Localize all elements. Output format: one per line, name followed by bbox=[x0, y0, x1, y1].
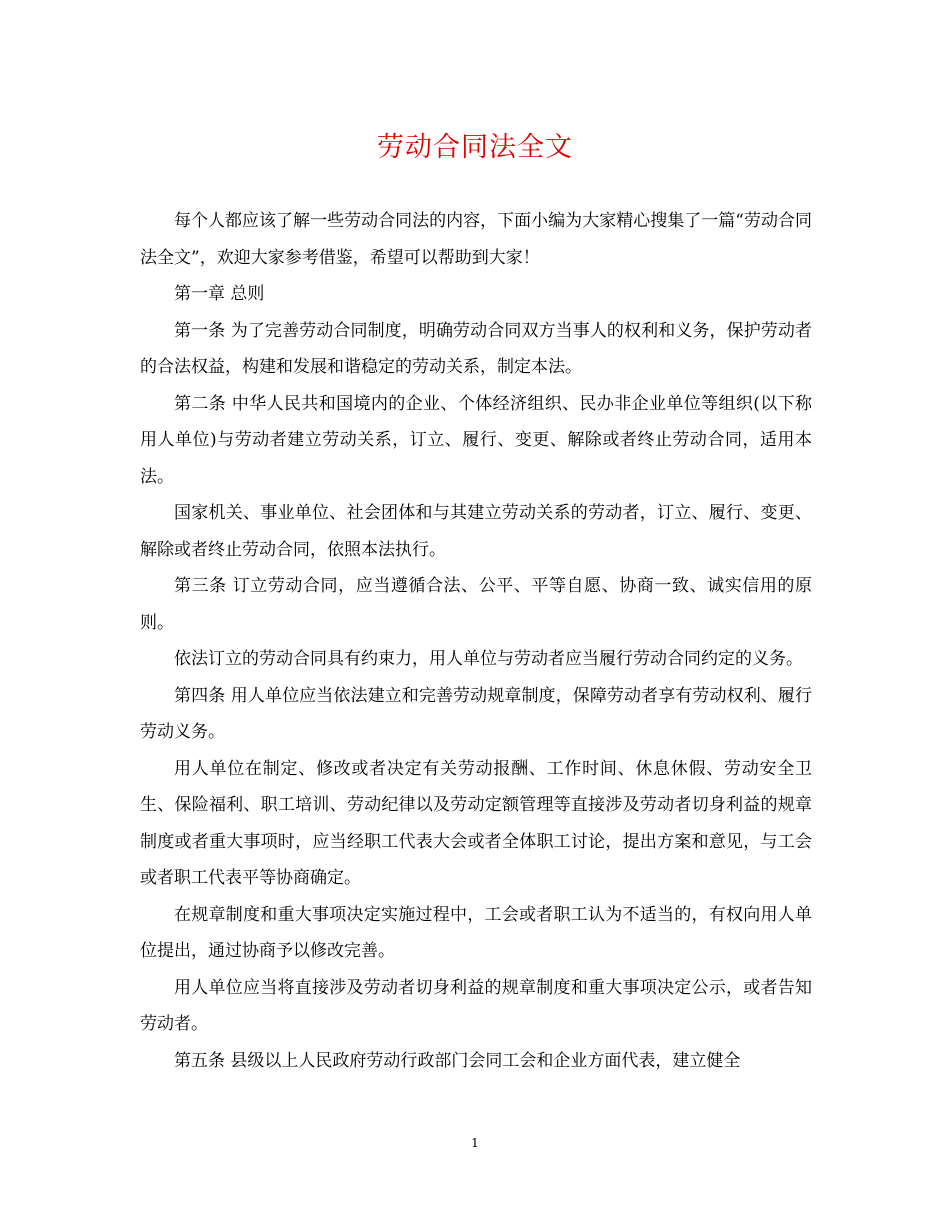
paragraph-article-1: 第一条 为了完善劳动合同制度，明确劳动合同双方当事人的权利和义务，保护劳动者的合法权益，构建和发展和谐稳定的劳动关系，制定本法。 bbox=[140, 320, 812, 377]
paragraph-article-4-cont-3: 用人单位应当将直接涉及劳动者切身利益的规章制度和重大事项决定公示，或者告知劳动者。 bbox=[140, 977, 812, 1034]
paragraph-article-5: 第五条 县级以上人民政府劳动行政部门会同工会和企业方面代表，建立健全 bbox=[174, 1050, 741, 1071]
document-body bbox=[140, 203, 812, 1079]
paragraph-article-2-cont: 国家机关、事业单位、社会团体和与其建立劳动关系的劳动者，订立、履行、变更、解除或者终止劳动合同，依照本法执行。 bbox=[140, 503, 812, 560]
paragraph-article-3: 第三条 订立劳动合同，应当遵循合法、公平、平等自愿、协商一致、诚实信用的原则。 bbox=[140, 576, 812, 633]
paragraph-article-3-cont: 依法订立的劳动合同具有约束力，用人单位与劳动者应当履行劳动合同约定的义务。 bbox=[174, 649, 803, 669]
paragraph-article-4-cont-1: 用人单位在制定、修改或者决定有关劳动报酬、工作时间、休息休假、劳动安全卫生、保险福利、职工培训、劳动纪律以及劳动定额管理等直接涉及劳动者切身利益的规章制度或者重大事项时，应当经职工代表大会或者全体职工讨论，提出方案和意见，与工会或者职工代表平等协商确定。 bbox=[140, 758, 812, 888]
paragraph-article-4-cont-2: 在规章制度和重大事项决定实施过程中，工会或者职工认为不适当的，有权向用人单位提出，通过协商予以修改完善。 bbox=[140, 904, 812, 961]
page-number: 1 bbox=[471, 1136, 479, 1150]
paragraph-article-4: 第四条 用人单位应当依法建立和完善劳动规章制度，保障劳动者享有劳动权利、履行劳动义务。 bbox=[140, 685, 812, 742]
paragraph-article-2: 第二条 中华人民共和国境内的企业、个体经济组织、民办非企业单位等组织(以下称用人单位)与劳动者建立劳动关系，订立、履行、变更、解除或者终止劳动合同，适用本法。 bbox=[140, 393, 812, 487]
paragraph-intro: 每个人都应该了解一些劳动合同法的内容，下面小编为大家精心搜集了一篇“劳动合同法全文”，欢迎大家参考借鉴，希望可以帮助到大家！ bbox=[140, 211, 812, 268]
paragraph-chapter-heading: 第一章 总则 bbox=[174, 284, 265, 304]
document-title: 劳动合同法全文 bbox=[377, 132, 573, 163]
